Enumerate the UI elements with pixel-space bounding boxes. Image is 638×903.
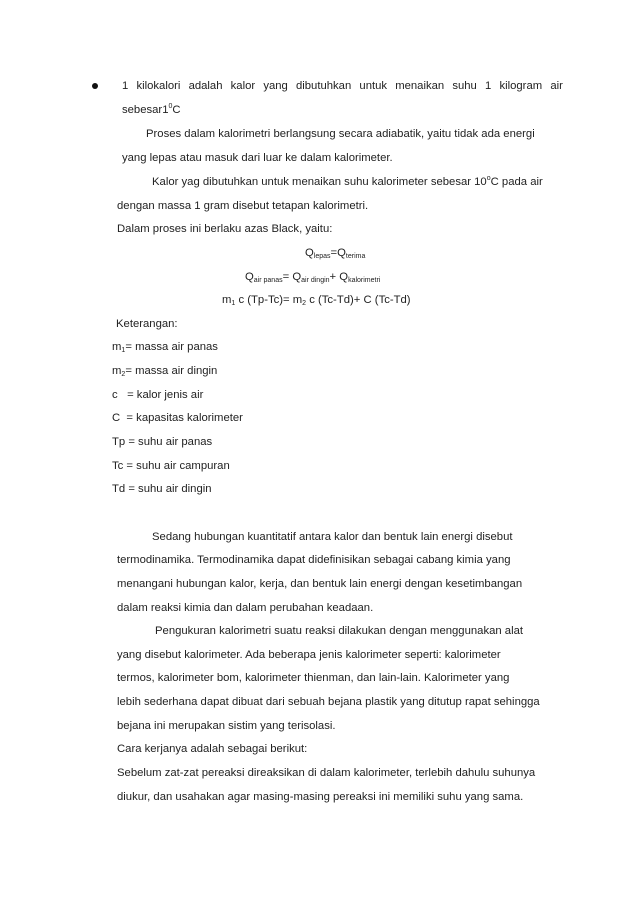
para-thermo-line-2: termodinamika. Termodinamika dapat didefinisikan sebagai cabang kimia yang xyxy=(117,554,511,566)
para-thermo-line-3: menangani hubungan kalor, kerja, dan bentuk lain energi dengan kesetimbangan xyxy=(117,578,523,590)
legend-tp: Tp = suhu air panas xyxy=(112,436,213,448)
para-thermo-line-1: Sedang hubungan kuantitatif antara kalor dan bentuk lain energi disebut xyxy=(152,531,513,543)
para-constant-line-2: dengan massa 1 gram disebut tetapan kalorimetri. xyxy=(117,200,369,212)
para-measure-line-5: bejana ini merupakan sistim yang terisolasi. xyxy=(117,720,336,732)
para-adiabatic-line-1: Proses dalam kalorimetri berlangsung secara adiabatik, yaitu tidak ada energi xyxy=(146,128,535,140)
equation-heat-components: $Q_{air panas}= Q_{air dingin}+ Q_{kalorimetri}$ xyxy=(245,271,381,284)
legend-tc: Tc = suhu air campuran xyxy=(112,460,230,472)
bullet-item-line-2: $sebesar1^0C$ xyxy=(122,103,181,116)
para-constant-line-1: Kalor yag dibutuhkan untuk menaikan suhu kalorimeter sebesar 10$^o$C pada air xyxy=(152,175,543,188)
bullet-item-line-1: 1 kilokalori adalah kalor yang dibutuhkan untuk menaikan suhu 1 kilogram air xyxy=(122,80,563,92)
para-thermo-line-4: dalam reaksi kimia dan dalam perubahan keadaan. xyxy=(117,602,374,614)
para-measure-line-4: lebih sederhana dapat dibuat dari sebuah bejana plastik yang ditutup rapat sehingga xyxy=(117,696,540,708)
legend-m1: $m_1=$ massa air panas xyxy=(112,341,218,354)
para-measure-line-1: Pengukuran kalorimetri suatu reaksi dilakukan dengan menggunakan alat xyxy=(155,625,524,637)
para-measure-line-2: yang disebut kalorimeter. Ada beberapa jenis kalorimeter seperti: kalorimeter xyxy=(117,649,501,661)
equation-expanded: $m_1$ c $(Tp-Tc)= m_2$ c (Tc-Td)+ C (Tc-Td) xyxy=(222,294,411,307)
para-measure-line-7: Sebelum zat-zat pereaksi direaksikan di dalam kalorimeter, terlebih dahulu suhunya xyxy=(117,767,536,779)
para-adiabatic-line-2: yang lepas atau masuk dari luar ke dalam kalorimeter. xyxy=(122,152,393,164)
legend-capacity: C = kapasitas kalorimeter xyxy=(112,412,243,424)
bullet-point xyxy=(92,83,98,89)
legend-heading: Keterangan: xyxy=(116,318,178,330)
legend-c: c = kalor jenis air xyxy=(112,389,204,401)
para-measure-line-6: Cara kerjanya adalah sebagai berikut: xyxy=(117,743,308,755)
equation-heat-balance: $Q_{lepas}=Q_{terima}$ xyxy=(305,247,366,260)
legend-m2: $m_2=$ massa air dingin xyxy=(112,365,218,378)
legend-td: Td = suhu air dingin xyxy=(112,483,212,495)
para-measure-line-8: diukur, dan usahakan agar masing-masing pereaksi ini memiliki suhu yang sama. xyxy=(117,791,524,803)
para-measure-line-3: termos, kalorimeter bom, kalorimeter thienman, dan lain-lain. Kalorimeter yang xyxy=(117,672,510,684)
para-constant-line-3: Dalam proses ini berlaku azas Black, yaitu: xyxy=(117,223,333,235)
